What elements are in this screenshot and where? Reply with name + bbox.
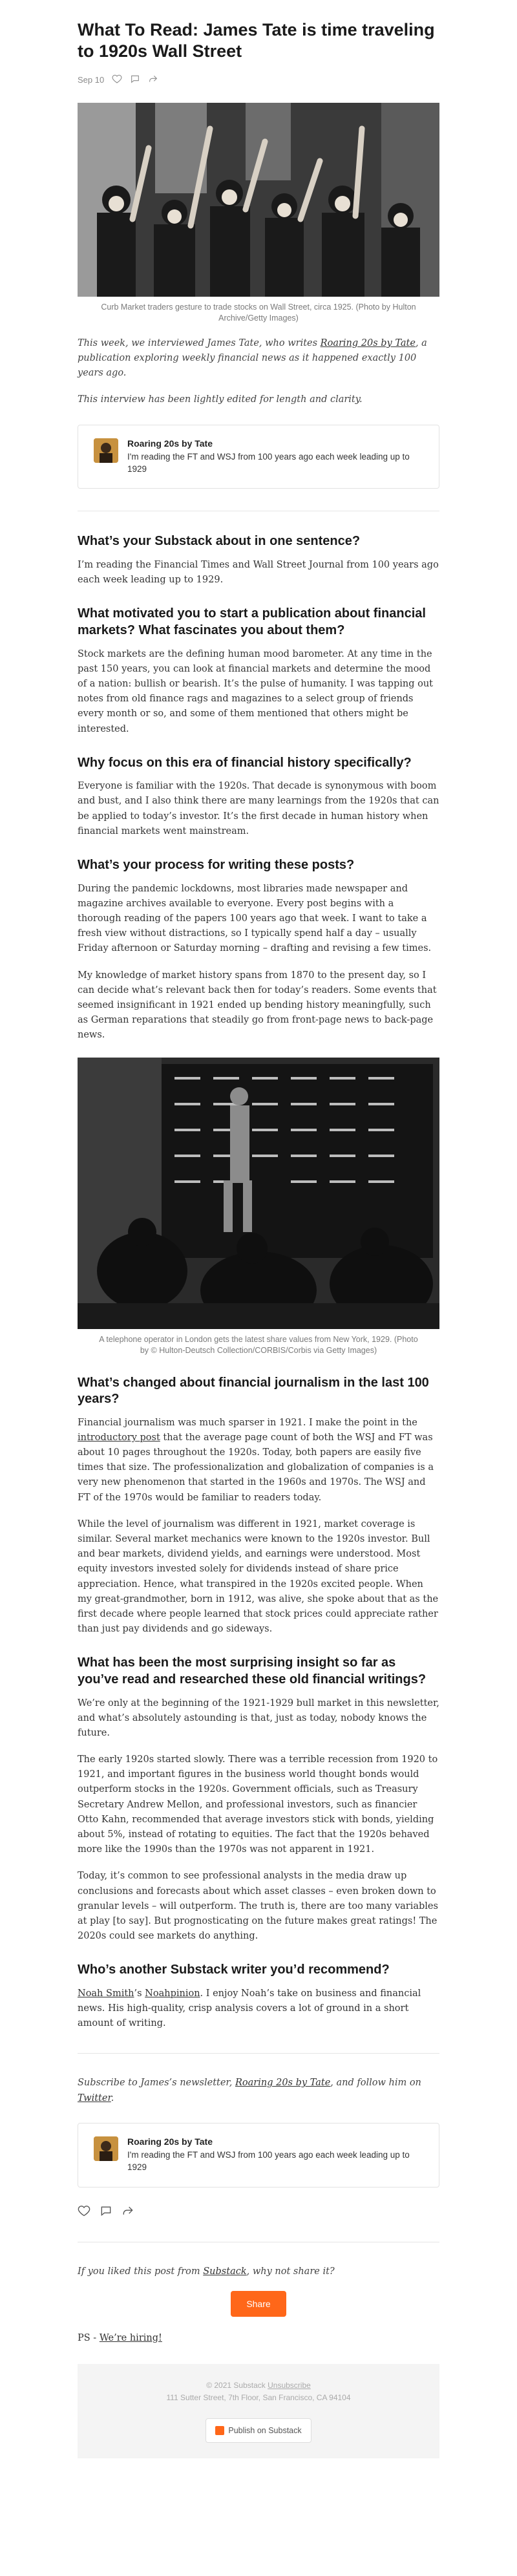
publish-on-substack-button[interactable] [206,2418,311,2443]
paragraph [78,1986,439,2032]
section-heading: What’s your process for writing these posts? [78,858,355,873]
introductory-post-link[interactable]: introductory post [78,1432,160,1443]
share-text-end: , why not share it? [246,2266,335,2277]
section-heading: What has been the most surprising insight so far as you’ve read and researched these old financial writings? [78,1655,427,1687]
paragraph: The early 1920s started slowly. There was a terrible recession from 1920 to 1921, and important figures in the business world thought bonds would outperform stocks in the 1920s. Government officials, such as Treasury Secretary Andrew Mellon, and professional investors, such as financier Otto Kahn, recommended that average investors stick with bonds, yielding about 5%, instead of rotating to equities. The fact that the 1920s behaved more like the 1990s than the 1970s was not apparent in 1921. [78,1754,438,1855]
share-text: If you liked this post from [78,2266,204,2277]
share-button[interactable]: Share [231,2291,286,2317]
hero-photo [78,103,439,297]
subscribe-text: Subscribe to James’s newsletter, [78,2078,235,2089]
intro-paragraph [78,336,439,381]
divider [78,2053,439,2054]
paragraph [78,1416,439,1506]
paragraph: Today, it’s common to see professional analysts in the media draw up conclusions and forecasts about which asset classes – even broken down to granular levels – will outperform. The truth is, there are too many variables at play [to say]. But prognosticating on the future makes great ratings! The 2020s could see markets do anything. [78,1871,438,1942]
paragraph-text-end: that the average page count of both the WSJ and FT was about 10 pages throughout the 1920s. Today, both papers are easily five times that size. The professionalization and globalization of companies is a very new phenomenon that started in the 1960s and 1970s. The WSJ and FT of the 1970s would be familiar to readers today. [78,1432,434,1503]
publish-label: Publish on Substack [228,2426,302,2436]
telephone-operator-photo [78,1058,439,1329]
paragraph: Everyone is familiar with the 1920s. That decade is synonymous with boom and bust, and I also think there are many learnings from the 1920s that can be applied to today’s investor. It’s the first decade in human history when financial markets went mainstream. [78,781,439,836]
comment-icon[interactable] [100,2204,112,2220]
share-wrap [78,2291,439,2317]
paragraph-text: ’s [134,1988,145,1999]
post-meta [78,74,439,86]
heart-icon[interactable] [112,74,122,86]
post-date: Sep 10 [78,74,105,85]
hero-caption: Curb Market traders gesture to trade stocks on Wall Street, circa 1925. (Photo by Hulton Archive/Getty Images) [101,302,416,323]
post-title: What To Read: James Tate is time traveling to 1920s Wall Street [78,20,435,61]
edit-note: This interview has been lightly edited for length and clarity. [78,394,363,405]
copyright-text: © 2021 Substack [206,2381,266,2390]
unsubscribe-link[interactable]: Unsubscribe [268,2381,311,2390]
comment-icon[interactable] [130,74,140,86]
hiring-link[interactable]: We’re hiring! [99,2332,162,2343]
paragraph: Stock markets are the defining human mood barometer. At any time in the past 150 years, you can look at financial markets and determine the mood of a nation: bullish or bearish. It’s the pulse of humanity. I was tapping out notes from old finance rags and magazines to a select group of friends every month or so, and some of them mentioned that others might be interested. [78,648,434,734]
ps-text: PS - [78,2332,100,2343]
intro-text-end: , a publication exploring weekly financial news as it happened exactly 100 years ago. [78,337,427,379]
share-icon[interactable] [121,2204,134,2220]
section-heading: Why focus on this era of financial history specifically? [78,755,412,770]
post-actions [78,2204,439,2220]
footer-copyright-line [93,2379,424,2392]
email-footer [78,2364,439,2458]
heart-icon[interactable] [78,2204,90,2220]
publication-description: I'm reading the FT and WSJ from 100 years ago each week leading up to 1929 [127,2149,410,2172]
paragraph: I’m reading the Financial Times and Wall Street Journal from 100 years ago each week leading up to 1929. [78,560,439,586]
subscribe-text-end: . [111,2092,114,2103]
paragraph: While the level of journalism was different in 1921, market coverage is similar. Several market mechanics were known to the 1920s investor. Bull and bear markets, dividend yields, and earnings were understood. Most equity investors invested solely for dividends instead of share price appreciation. Hence, what transpired in the 1920s excited people. When my great-grandmother, born in 1912, was alive, she spoke about that as the first decade where people learned that stock prices could appreciate rather than just pay dividends and go sideways. [78,1518,439,1635]
section-heading: Who’s another Substack writer you’d recommend? [78,1963,390,1977]
subscribe-text-mid: , and follow him on [330,2078,421,2089]
publication-name: Roaring 20s by Tate [127,2136,213,2147]
ps-line [78,2331,439,2346]
footer-address: 111 Sutter Street, 7th Floor, San Francisco, CA 94104 [166,2393,351,2403]
publication-logo [94,2136,118,2161]
publication-embed[interactable] [78,425,439,489]
publication-description: I'm reading the FT and WSJ from 100 years ago each week leading up to 1929 [127,451,410,474]
section-heading: What’s changed about financial journalism in the last 100 years? [78,1375,429,1407]
photo2-caption: A telephone operator in London gets the latest share values from New York, 1929. (Photo by © Hulton-Deutsch Collection/CORBIS/Corbis via Getty Images) [99,1334,418,1355]
paragraph-text-end: . I enjoy Noah’s take on business and financial news. His high-quality, crisp analysis covers a lot of ground in a short amount of writing. [78,1988,421,2029]
paragraph: We’re only at the beginning of the 1921-1929 bull market in this newsletter, and what’s absolutely astounding is that, just as today, nobody knows the future. [78,1698,439,1738]
subscribe-paragraph [78,2076,439,2105]
intro-text: This week, we interviewed James Tate, who writes [78,337,321,348]
substack-link[interactable]: Substack [203,2266,247,2277]
paragraph-text: Financial journalism was much sparser in 1921. I make the point in the [78,1417,417,1428]
substack-logo-icon [215,2426,224,2435]
paragraph: During the pandemic lockdowns, most libraries made newspaper and magazine archives available to everyone. Every post begins with a thorough reading of the papers 100 years ago that week. I want to take a fresh view without distractions, so I typically spend half a day – usually Friday afternoon or Saturday morning – drafting and revising a few times. [78,883,432,954]
share-prompt [78,2264,439,2279]
paragraph: My knowledge of market history spans from 1870 to the present day, so I can decide what’s relevant back then for today’s readers. Some events that seemed insignificant in 1921 ended up bending history meaningfully, such as German reparations that steadily go from front-page news to back-page news. [78,970,437,1041]
section-heading: What motivated you to start a publication about financial markets? What fascinates you about them? [78,606,426,637]
publication-name: Roaring 20s by Tate [127,438,213,449]
publication-embed[interactable] [78,2123,439,2187]
share-icon[interactable] [148,74,158,86]
noahpinion-link[interactable]: Noahpinion [145,1988,200,1999]
publication-link[interactable]: Roaring 20s by Tate [320,337,416,348]
publication-logo [94,438,118,463]
noah-smith-link[interactable]: Noah Smith [78,1988,134,1999]
subscribe-newsletter-link[interactable]: Roaring 20s by Tate [235,2078,331,2089]
twitter-link[interactable]: Twitter [78,2092,111,2103]
section-heading: What’s your Substack about in one sentence? [78,534,361,549]
